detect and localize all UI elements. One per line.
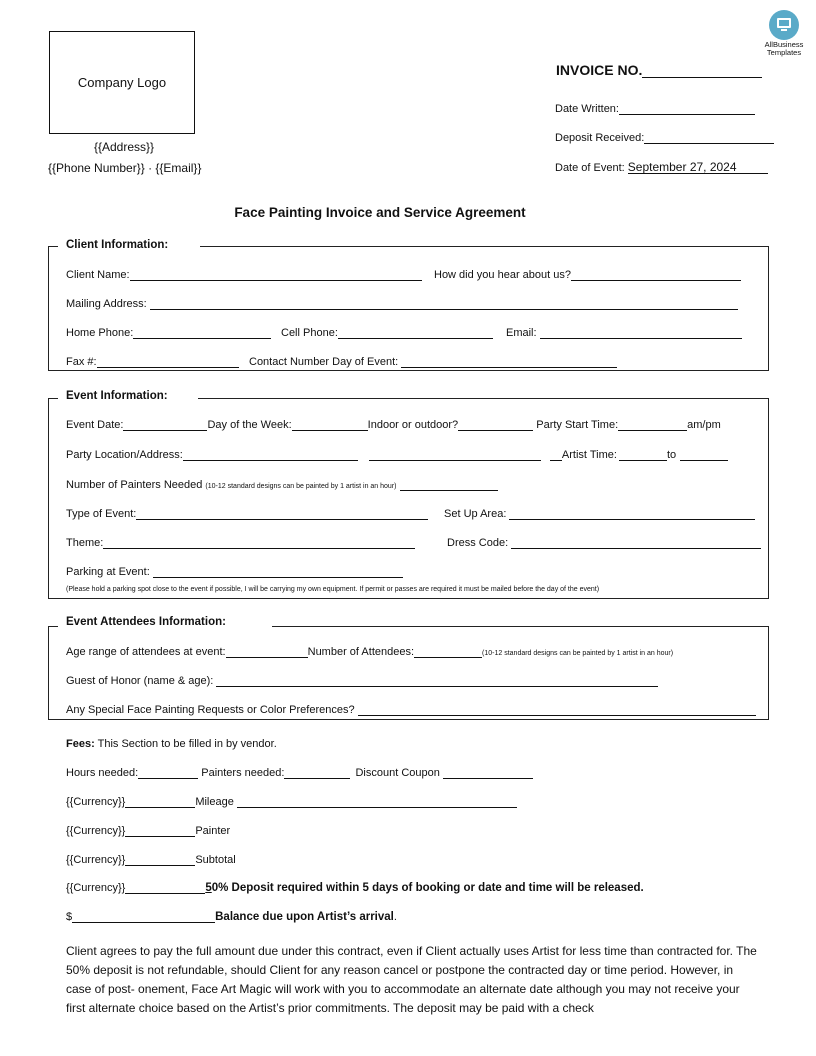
hear-about-field[interactable]: [434, 269, 741, 281]
hours-painters-row: [66, 767, 533, 779]
fax-field[interactable]: [66, 356, 239, 368]
date-of-event-label: Date of Event:: [555, 162, 625, 174]
indoor-outdoor-input[interactable]: [458, 419, 533, 431]
set-up-area-field[interactable]: [444, 508, 755, 520]
type-of-event-label: Type of Event:: [66, 508, 137, 520]
contact-day-label: Contact Number Day of Event:: [249, 356, 399, 368]
attendees-legend: Event Attendees Information:: [58, 616, 234, 628]
painters-needed-label: Number of Painters Needed: [66, 479, 203, 491]
deposit-currency: {{Currency}}: [66, 882, 126, 894]
artist-time-to-label: to: [666, 449, 677, 461]
deposit-row[interactable]: [66, 882, 644, 894]
client-info-legend: Client Information:: [58, 239, 176, 251]
dress-code-label: Dress Code:: [447, 537, 509, 549]
attendees-note: (10-12 standard designs can be painted by 1 artist in an hour): [482, 650, 674, 657]
brand-badge: [758, 10, 810, 57]
invoice-number-label: INVOICE NO.: [556, 62, 643, 78]
mailing-address-field[interactable]: [66, 298, 738, 310]
theme-label: Theme:: [66, 537, 104, 549]
party-location-row: [66, 449, 728, 461]
special-requests-label: Any Special Face Painting Requests or Color Preferences?: [66, 704, 355, 716]
fees-heading-bold: Fees:: [66, 738, 95, 750]
company-address: {{Address}}: [93, 140, 155, 154]
mileage-label: Mileage: [195, 796, 234, 808]
event-date-input[interactable]: [123, 419, 207, 431]
email-label: Email:: [506, 327, 537, 339]
fees-heading-text: This Section to be filled in by vendor.: [94, 738, 277, 750]
document-title: Face Painting Invoice and Service Agreement: [234, 205, 526, 220]
hours-needed-label: Hours needed:: [66, 767, 139, 779]
hear-about-label: How did you hear about us?: [434, 269, 571, 281]
artist-time-end-input[interactable]: [680, 449, 728, 461]
party-start-label: Party Start Time:: [536, 419, 619, 431]
theme-field[interactable]: [66, 537, 415, 549]
client-name-field[interactable]: [66, 269, 422, 281]
home-phone-field[interactable]: [66, 327, 271, 339]
party-location-input-1[interactable]: [183, 449, 358, 461]
dress-code-field[interactable]: [447, 537, 761, 549]
company-logo-label: Company Logo: [77, 75, 167, 90]
event-info-legend: Event Information:: [58, 390, 176, 402]
day-of-week-input[interactable]: [292, 419, 368, 431]
guest-of-honor-field[interactable]: [66, 675, 658, 687]
set-up-area-label: Set Up Area:: [444, 508, 507, 520]
discount-coupon-label: Discount Coupon: [355, 767, 440, 779]
party-location-label: Party Location/Address:: [66, 449, 183, 461]
age-range-label: Age range of attendees at event:: [66, 646, 226, 658]
painters-needed-fee-label: Painters needed:: [201, 767, 285, 779]
mileage-row[interactable]: [66, 796, 517, 808]
painter-row[interactable]: [66, 825, 230, 837]
date-written-label: Date Written:: [555, 103, 619, 115]
ampm-label: am/pm: [687, 419, 721, 431]
hours-needed-input[interactable]: [138, 767, 198, 779]
balance-text: Balance due upon Artist’s arrival: [215, 911, 394, 923]
company-logo-box: [49, 31, 195, 134]
mailing-address-label: Mailing Address:: [66, 298, 147, 310]
painters-needed-note: (10-12 standard designs can be painted by 1 artist in an hour): [205, 483, 397, 490]
deposit-received-label: Deposit Received:: [555, 132, 645, 144]
brand-subname: Templates: [766, 48, 802, 57]
deposit-received-field[interactable]: [555, 132, 774, 144]
guest-of-honor-label: Guest of Honor (name & age):: [66, 675, 214, 687]
fax-label: Fax #:: [66, 356, 97, 368]
cell-phone-field[interactable]: [281, 327, 493, 339]
special-requests-field[interactable]: [66, 704, 756, 716]
contact-day-field[interactable]: [249, 356, 617, 368]
invoice-number-field[interactable]: [556, 62, 762, 78]
deposit-prefix: 5: [205, 882, 212, 894]
painters-needed-fee-input[interactable]: [284, 767, 350, 779]
parking-field[interactable]: [66, 566, 403, 578]
party-start-input[interactable]: [618, 419, 687, 431]
party-location-input-2[interactable]: [369, 449, 541, 461]
home-phone-label: Home Phone:: [66, 327, 134, 339]
artist-time-start-input[interactable]: [619, 449, 667, 461]
brand-name: AllBusiness: [764, 40, 804, 49]
balance-row[interactable]: [66, 911, 397, 923]
indoor-outdoor-label: Indoor or outdoor?: [367, 419, 459, 431]
parking-label: Parking at Event:: [66, 566, 150, 578]
num-attendees-label: Number of Attendees:: [307, 646, 415, 658]
company-contact: {{Phone Number}} · {{Email}}: [48, 161, 202, 175]
age-range-row: [66, 646, 673, 658]
painters-needed-field[interactable]: [66, 479, 498, 491]
mileage-currency: {{Currency}}: [66, 796, 126, 808]
cell-phone-label: Cell Phone:: [281, 327, 338, 339]
artist-time-label: Artist Time:: [561, 449, 617, 461]
deposit-text: 0% Deposit required within 5 days of booking or date and time will be released.: [211, 882, 644, 894]
date-of-event-value: September 27, 2024: [628, 161, 768, 174]
client-name-label: Client Name:: [66, 269, 130, 281]
painter-label: Painter: [195, 825, 231, 837]
fees-heading: [66, 738, 277, 750]
subtotal-label: Subtotal: [195, 854, 236, 866]
day-of-week-label: Day of the Week:: [207, 419, 292, 431]
agreement-paragraph: Client agrees to pay the full amount due under this contract, even if Client actually uses Artist for less time than contracted for. The 50% deposit is not refundable, should Client for any reason cancel or postpone the contracted day or time period. However, in case of post- onement, Face Art Magic will work with you to accommodate an alternate date although you may not receive your first alternate choice based on the Artist’s prior commitments. The deposit may be paid with a check: [66, 944, 757, 1015]
subtotal-row[interactable]: [66, 854, 236, 866]
event-date-label: Event Date:: [66, 419, 124, 431]
email-field[interactable]: [506, 327, 742, 339]
age-range-input[interactable]: [226, 646, 308, 658]
date-of-event-field[interactable]: [555, 161, 768, 174]
parking-note: (Please hold a parking spot close to the event if possible, I will be carrying my own equipment. If permit or passes are required it must be mailed before the day of the event): [66, 586, 600, 593]
balance-dollar: $: [66, 911, 73, 923]
num-attendees-input[interactable]: [414, 646, 482, 658]
subtotal-currency: {{Currency}}: [66, 854, 126, 866]
event-date-row: [66, 419, 721, 431]
painter-currency: {{Currency}}: [66, 825, 126, 837]
type-of-event-field[interactable]: [66, 508, 428, 520]
balance-period: .: [393, 911, 397, 923]
monitor-icon: [769, 10, 799, 40]
date-written-field[interactable]: [555, 103, 755, 115]
discount-coupon-input[interactable]: [443, 767, 533, 779]
